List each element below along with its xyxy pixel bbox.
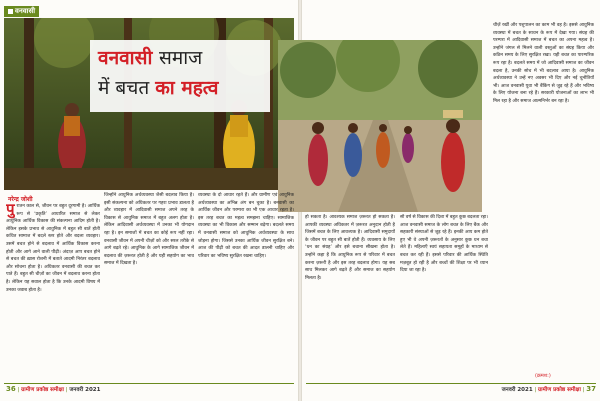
- article-column-2: जिन्होंने आधुनिक अर्थव्यवस्था जैसी बदलाव किया है। इसी संकल्पना को अधिकतर पर गहरा प्रभाव डालता है और व्यवहार में आदिवासी समाज अपने तरह के विकास से आधुनिक समाज में बहुत अलग होता है। लेकिन आदिवासी अर्थव्यवस्था में उनका भी योगदान रहा है। इन समाजों में बचत का कोई रूप नहीं रहा। वनवासी जीवन में अपनी चीज़ों को और सरल तरीके से आगे बढ़ते रहे। आधुनिक के आगे सामाजिक जीवन में बदलाव की ज़रूरत होती है और यही सहयोग का भाव समाज में दिखता है।: [104, 193, 194, 267]
- author-byline: नरेन्द्र जोशी: [8, 196, 33, 203]
- article-column-3: व्यवस्था के दो आधार रहते हैं। और ग्रामीण एवं आधुनिक अर्थव्यवस्था का अभिन्न अंग बन चुका है। बनवासी का आर्थिक जीवन और परम्परा का भी एक आधार रहता है। इस तरह बचत का महत्व समझना चाहिए। सामाजिक व्यवस्था का भी विकास और सम्मान बढ़ेगा। बदलते समय में वनवासी समाज को आधुनिक अर्थव्यवस्था के साथ जोड़ना होगा। जिससे उनका आर्थिक जीवन सुरक्षित बने। आज की पीढ़ी को बचत की आदत डालनी चाहिए और परिवार का भविष्य सुरक्षित रखना चाहिए।: [198, 193, 294, 259]
- right-magazine-name: ग्रामीण प्रकोष्ठ समीक्षा: [538, 387, 581, 393]
- left-footer-rule: [4, 383, 294, 384]
- article-column-6: चीज़ें रखीं और पशुपालन का काम भी वह है। इससे आधुनिक व्यवस्था में बचत के साधन के रूप में देखा गया। संग्रह की परम्परा में आदिवासी समाज में बचत का अपना महत्व है। उन्होंने जंगल से मिलने वाली वस्तुओं का संग्रह किया और कठिन समय के लिए सुरक्षित रखा। यही बचत का पारम्परिक रूप रहा है। बदलते समय में जो आदिवासी समाज का जीवन बदला है, उनकी सोच में भी बदलाव आया है। आधुनिक अर्थव्यवस्था ने उन्हें नए अवसर भी दिए और नई चुनौतियाँ भी। आज वनवासी युवा भी बैंकिंग से जुड़ रहे हैं और भविष्य के लिए योजना बना रहे हैं। सरकारी योजनाओं का लाभ भी मिल रहा है और समाज आत्मनिर्भर बन रहा है।: [493, 23, 594, 104]
- right-page-number: 37: [586, 385, 596, 393]
- article-column-5: सौ वर्ष से विकास की दिशा में बहुत कुछ बदलता रहा। आज वनवासी समाज के लोग बचत के लिए बैंक और सहकारी संस्थाओं से जुड़ रहे हैं। इनकी आय कम होते हुए भी वे अपनी ज़रूरतों के अनुसार कुछ धन बचा लेते हैं। महिलाएँ स्वयं सहायता समूहों के माध्यम से बचत कर रही हैं। इससे परिवार की आर्थिक स्थिति मज़बूत हो रही है और बच्चों की शिक्षा पर भी ध्यान दिया जा रहा है।: [400, 215, 488, 274]
- article-title: [90, 40, 270, 112]
- section-tag-label: वनवासी: [15, 7, 36, 15]
- left-page-number: 36: [6, 385, 16, 393]
- title-line-2: [98, 74, 218, 100]
- left-footer: 36 | ग्रामीण प्रकोष्ठ समीक्षा | जनवरी 2021: [6, 385, 146, 401]
- right-issue-date: जनवरी 2021: [501, 387, 533, 393]
- title-word-4: का महत्व: [155, 77, 219, 99]
- title-word-2: समाज: [158, 47, 203, 69]
- right-footer-rule: [306, 383, 596, 384]
- left-magazine-name: ग्रामीण प्रकोष्ठ समीक्षा: [21, 387, 64, 393]
- article-column-4: हो सकता है। आवश्यक समाज ज़रूरत हो सकता है। आपकी व्यवस्था अधिकतर में ज़रूरत अनुदान होती है जिसमें बचत के लिए आवश्यक है। आदिवासी समुदायों के जीवन पर बहुत सी बातें होती हैं। व्यवसाय के लिए ‘धन का संग्रह’ और इसे बचाना सीखना होता है। उन्होंने कहा है कि आधुनिक रूप से परिवार में बचत करना ज़रूरी है और इस तरह बदलाव होगा। यह सब साथ मिलकर आगे बढ़ते हैं और समाज का सहयोग मिलता है।: [305, 215, 395, 281]
- article-column-1: [6, 203, 100, 379]
- title-word-1: वनवासी: [98, 47, 153, 69]
- title-line-1: [98, 44, 202, 70]
- tag-square-icon: [8, 9, 13, 14]
- column-1-text: रातन काल से, जीवन पर बहुत दूरगामी है। आर्थिक रूप से ‘प्रकृति’ आधारित समाज से लेकर आधुनिक आर्थिक विकास की संकल्पना आदिम होती है। लेकिन इसके प्रभाव से आधुनिक में बहुत सी बातें होती कथित सामाज में बदले स्तर होते और बदला व्यवहार। उसमें बचत होने से बदलाव में आर्थिक विकास करना होती और आगे आने वाली पीढ़ी। अंदाज़ आप बचत होने से बचत की ख़ास रोशनी में बताते आदमी निरंतर बदलाव और सोचना होता है। अधिकतर वनवासी की बचत कर पाते हैं। बहुत सी चीज़ों का जीवन में बदलाव करना होता है। लेकिन यह सवाल होता है कि उनके आदमी विषय में उनका जवाब होता है।: [6, 204, 100, 293]
- section-tag: [4, 6, 39, 17]
- title-word-3: में बचत: [98, 77, 150, 99]
- drop-cap: पु: [6, 203, 15, 218]
- left-issue-date: जनवरी 2021: [69, 387, 101, 393]
- right-footer: जनवरी 2021 | ग्रामीण प्रकोष्ठ समीक्षा | 37: [478, 385, 596, 401]
- continued-note: (क्रमश:): [535, 373, 551, 379]
- women-walking-photo: [278, 40, 482, 212]
